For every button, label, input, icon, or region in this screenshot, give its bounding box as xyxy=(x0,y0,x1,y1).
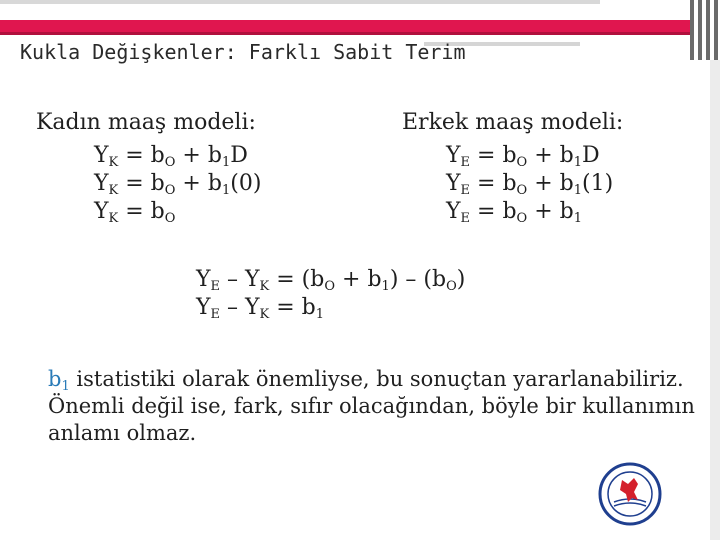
men-equation-1 xyxy=(446,142,613,170)
women-eq-subscript: K xyxy=(108,211,119,226)
women-eq-text: + b xyxy=(175,171,222,196)
diff-text: = b xyxy=(269,295,316,320)
diff-subscript: O xyxy=(324,279,336,294)
conclusion-text-1: istatistiki olarak önemliyse, bu sonuçtan yararlanabiliriz. xyxy=(69,367,684,391)
diff-subscript: K xyxy=(259,307,270,322)
women-equation-1 xyxy=(94,142,261,170)
top-gray-bar xyxy=(0,0,600,4)
diff-text: ) – (b xyxy=(389,267,447,292)
men-eq-text: D xyxy=(582,143,600,168)
women-eq-subscript: K xyxy=(108,155,119,170)
right-edge-band xyxy=(710,60,720,540)
diff-subscript: E xyxy=(210,307,221,322)
women-equations xyxy=(94,142,261,226)
men-eq-text: + b xyxy=(527,171,574,196)
men-equations xyxy=(446,142,613,226)
women-eq-text: D xyxy=(230,143,248,168)
diff-text: ) xyxy=(456,267,466,292)
women-equation-3 xyxy=(94,198,261,226)
women-eq-text: + b xyxy=(175,143,222,168)
men-eq-text: Y xyxy=(446,171,461,196)
women-eq-subscript: 1 xyxy=(221,155,231,170)
men-equation-3 xyxy=(446,198,613,226)
men-eq-text: Y xyxy=(446,199,461,224)
men-eq-subscript: 1 xyxy=(573,211,583,226)
diff-text: = (b xyxy=(269,267,325,292)
women-eq-text: = b xyxy=(118,143,165,168)
diff-text: – Y xyxy=(220,267,260,292)
conclusion-paragraph xyxy=(48,366,708,447)
diff-text: + b xyxy=(335,267,382,292)
women-eq-text: Y xyxy=(94,199,109,224)
men-eq-subscript: O xyxy=(516,155,528,170)
men-eq-text: Y xyxy=(446,143,461,168)
men-eq-text: + b xyxy=(527,143,574,168)
slide-title: Kukla Değişkenler: Farklı Sabit Terim xyxy=(20,40,466,64)
diff-subscript: O xyxy=(446,279,457,294)
diff-subscript: 1 xyxy=(381,279,390,294)
university-seal-icon xyxy=(598,462,662,526)
women-eq-text: = b xyxy=(118,199,165,224)
men-model-heading: Erkek maaş modeli: xyxy=(402,110,624,135)
b1-symbol: $b_1$ xyxy=(48,367,70,394)
diff-subscript: 1 xyxy=(315,307,325,322)
men-eq-subscript: O xyxy=(516,211,528,226)
men-eq-text: + b xyxy=(527,199,574,224)
difference-equations xyxy=(196,266,465,322)
men-eq-text: (1) xyxy=(582,171,614,196)
conclusion-text-2: Önemli değil ise, fark, sıfır olacağından, böyle bir kullanımın anlamı olmaz. xyxy=(48,394,695,445)
diff-subscript: E xyxy=(210,279,221,294)
women-eq-text: Y xyxy=(94,171,109,196)
diff-text: – Y xyxy=(220,295,260,320)
women-eq-subscript: 1 xyxy=(221,183,231,198)
women-eq-text: (0) xyxy=(230,171,262,196)
men-eq-text: = b xyxy=(470,143,517,168)
difference-line-2 xyxy=(196,294,465,322)
women-model-heading: Kadın maaş modeli: xyxy=(36,110,256,135)
diff-subscript: K xyxy=(259,279,270,294)
women-eq-text: Y xyxy=(94,143,109,168)
women-eq-subscript: O xyxy=(164,211,176,226)
difference-line-1 xyxy=(196,266,465,294)
corner-stripes xyxy=(690,0,720,60)
men-eq-subscript: E xyxy=(460,155,471,170)
men-eq-text: = b xyxy=(470,199,517,224)
header-accent-bar xyxy=(0,20,690,32)
women-eq-text: = b xyxy=(118,171,165,196)
men-eq-text: = b xyxy=(470,171,517,196)
men-eq-subscript: 1 xyxy=(573,183,583,198)
diff-text: Y xyxy=(196,295,211,320)
women-eq-subscript: O xyxy=(164,155,176,170)
diff-text: Y xyxy=(196,267,211,292)
men-eq-subscript: 1 xyxy=(573,155,583,170)
women-eq-subscript: K xyxy=(108,183,119,198)
men-eq-subscript: E xyxy=(460,183,471,198)
women-equation-2 xyxy=(94,170,261,198)
women-eq-subscript: O xyxy=(164,183,176,198)
men-eq-subscript: E xyxy=(460,211,471,226)
men-eq-subscript: O xyxy=(516,183,528,198)
men-equation-2 xyxy=(446,170,613,198)
